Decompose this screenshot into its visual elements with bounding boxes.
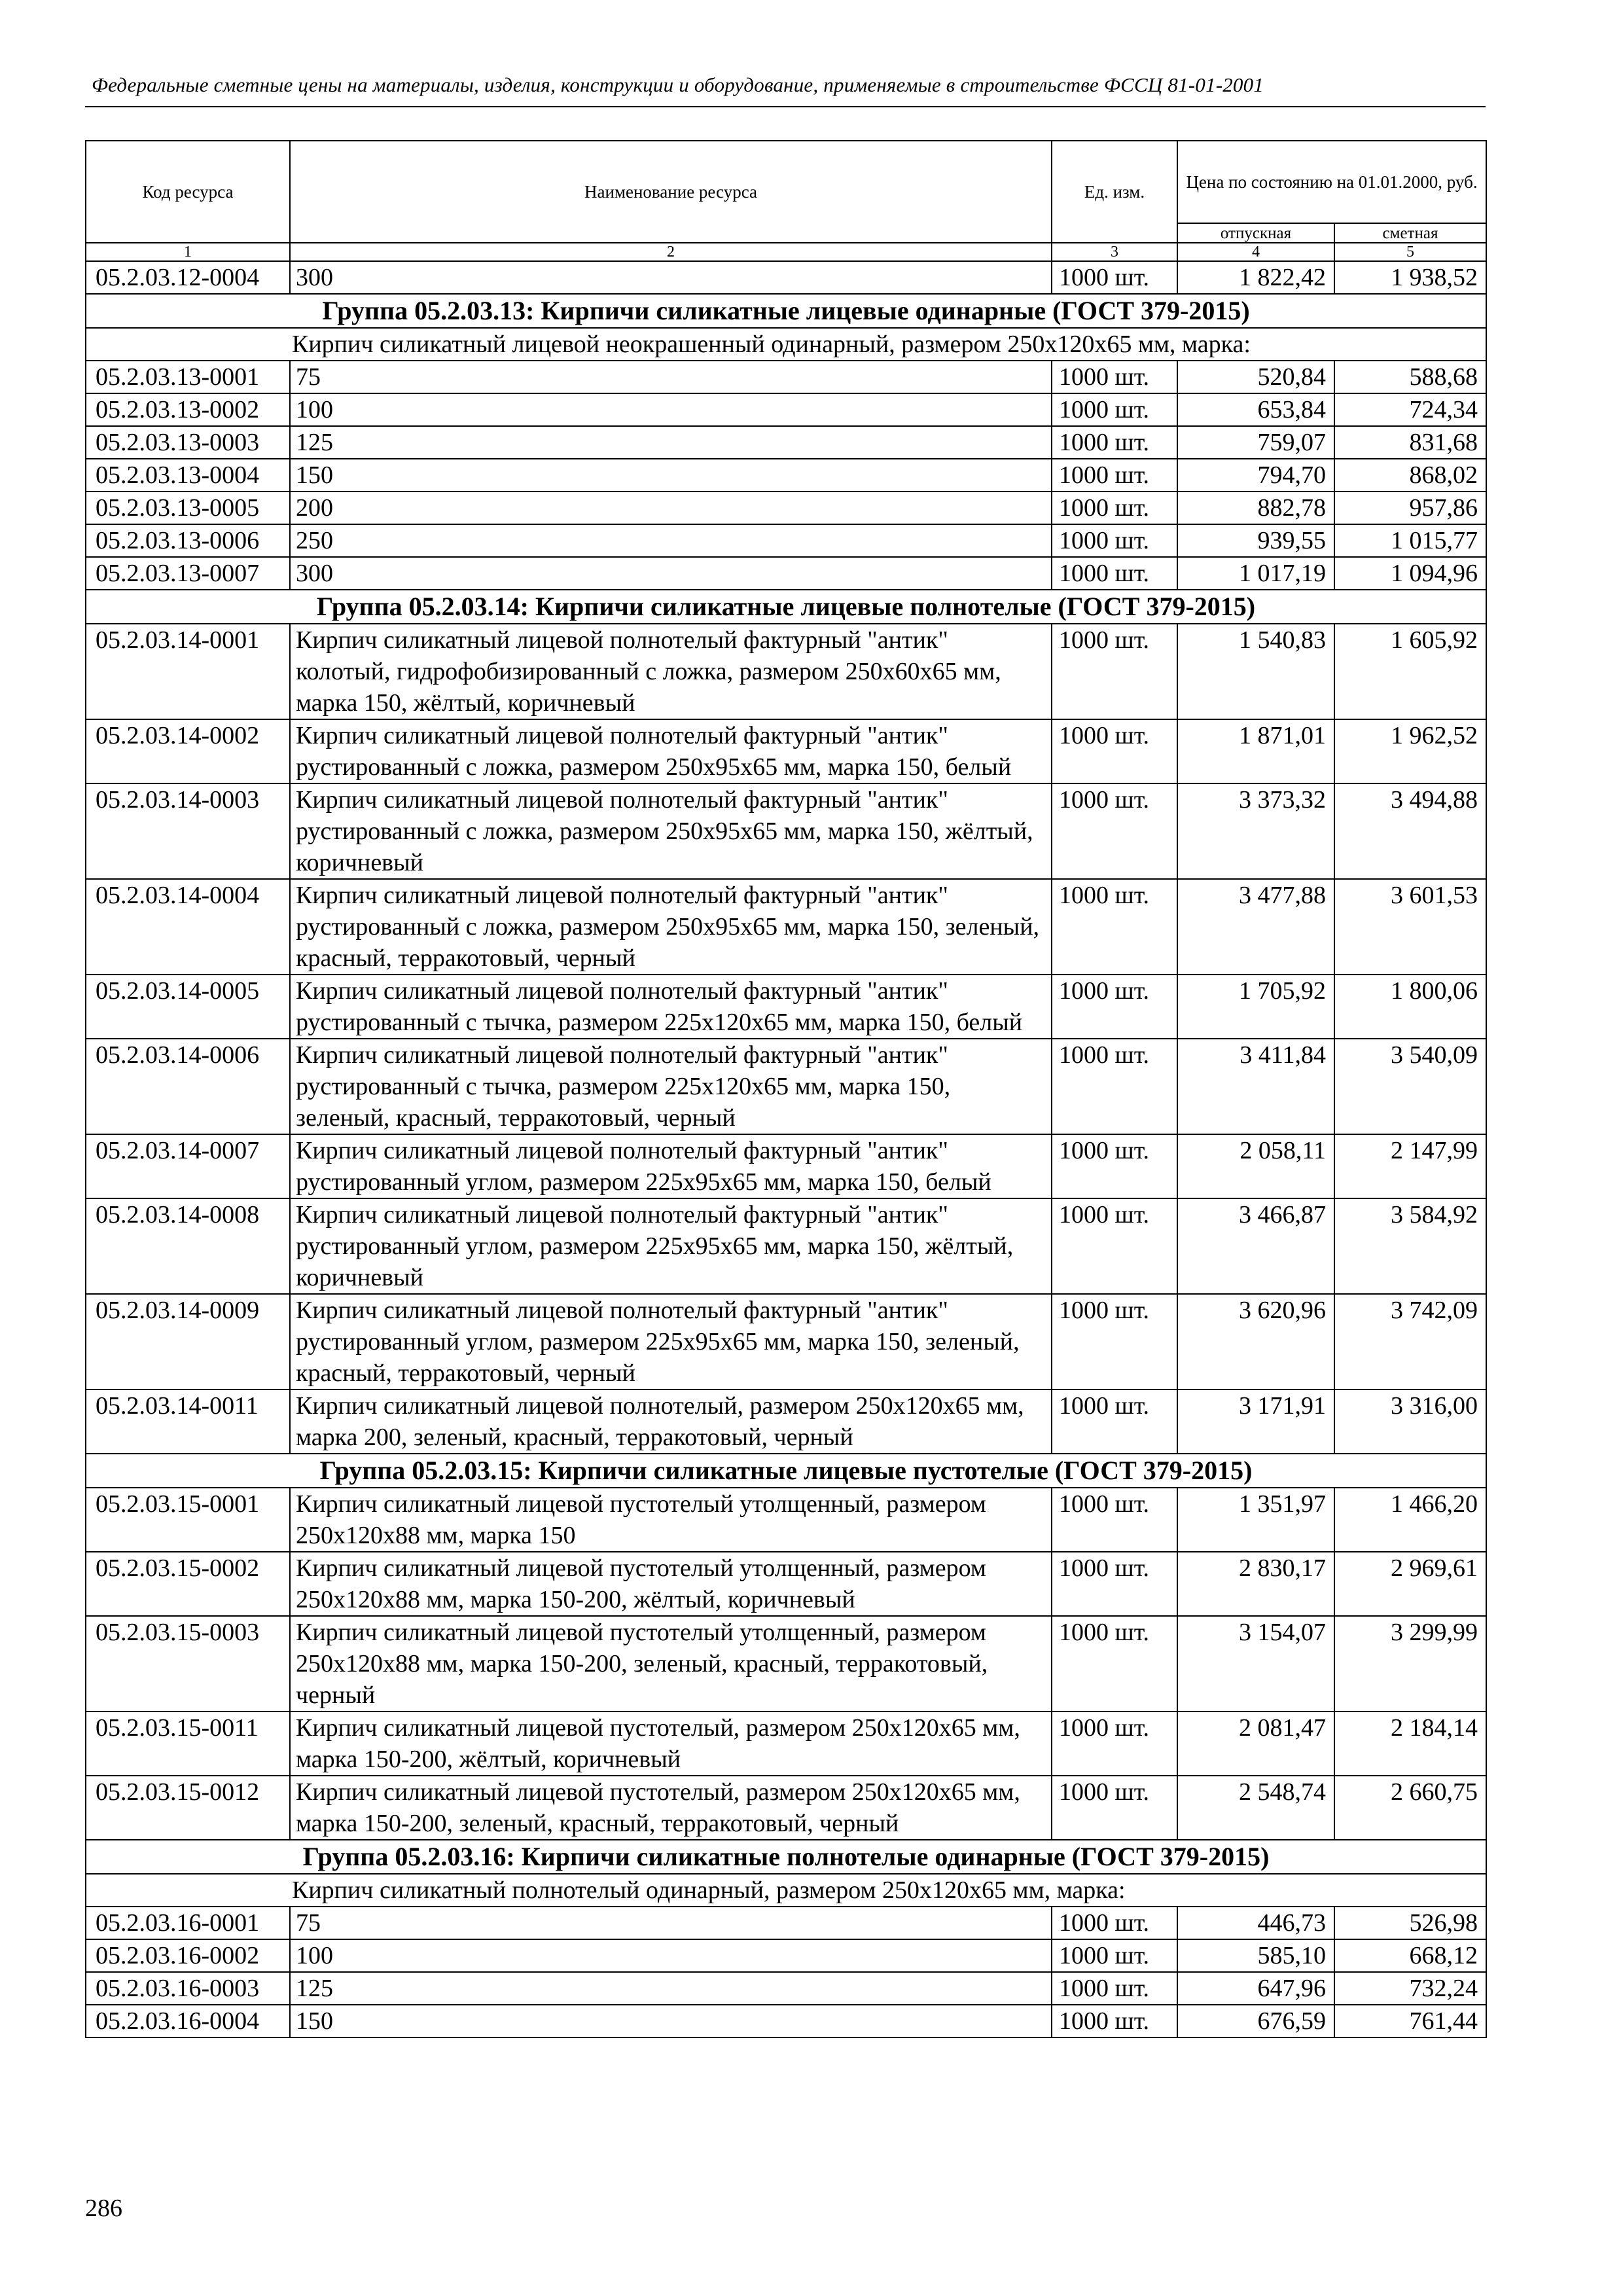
table-row: [86, 1776, 1486, 1840]
resource-name: 125: [290, 426, 1052, 459]
resource-code: 05.2.03.14-0011: [86, 1390, 290, 1454]
resource-name: Кирпич силикатный лицевой полнотелый фактурный "антик" рустированный углом, размером 225х95х65 мм, марка 150, зеленый, красный, терракотовый, черный: [290, 1294, 1052, 1390]
table-row: [86, 1198, 1486, 1294]
resource-name: 75: [290, 361, 1052, 393]
column-number: 1: [86, 243, 290, 261]
estimate-price: 1 015,77: [1334, 524, 1486, 557]
table-row: [86, 1907, 1486, 1939]
column-number-row: [86, 243, 1486, 261]
unit-of-measure: 1000 шт.: [1052, 975, 1177, 1039]
resource-code: 05.2.03.12-0004: [86, 261, 290, 294]
estimate-price: 3 494,88: [1334, 783, 1486, 879]
estimate-price: 724,34: [1334, 393, 1486, 426]
resource-code: 05.2.03.16-0002: [86, 1939, 290, 1972]
unit-of-measure: 1000 шт.: [1052, 492, 1177, 524]
resource-name: Кирпич силикатный лицевой пустотелый, размером 250х120х65 мм, марка 150-200, жёлтый, коричневый: [290, 1712, 1052, 1776]
resource-name: Кирпич силикатный лицевой полнотелый, размером 250х120х65 мм, марка 200, зеленый, красный, терракотовый, черный: [290, 1390, 1052, 1454]
group-heading: Группа 05.2.03.15: Кирпичи силикатные лицевые пустотелые (ГОСТ 379-2015): [86, 1454, 1486, 1488]
column-header-code: Код ресурса: [86, 141, 290, 243]
release-price: 3 171,91: [1177, 1390, 1334, 1454]
unit-of-measure: 1000 шт.: [1052, 361, 1177, 393]
release-price: 2 058,11: [1177, 1134, 1334, 1198]
table-row: [86, 879, 1486, 975]
table-row: [86, 1939, 1486, 1972]
unit-of-measure: 1000 шт.: [1052, 1712, 1177, 1776]
estimate-price: 1 605,92: [1334, 624, 1486, 719]
table-row: [86, 261, 1486, 294]
column-number: 4: [1177, 243, 1334, 261]
resource-code: 05.2.03.14-0007: [86, 1134, 290, 1198]
release-price: 2 548,74: [1177, 1776, 1334, 1840]
estimate-price: 1 466,20: [1334, 1488, 1486, 1552]
unit-of-measure: 1000 шт.: [1052, 624, 1177, 719]
resource-code: 05.2.03.14-0009: [86, 1294, 290, 1390]
page-number: 286: [85, 2195, 122, 2222]
resource-name: Кирпич силикатный лицевой полнотелый фактурный "антик" рустированный углом, размером 225х95х65 мм, марка 150, белый: [290, 1134, 1052, 1198]
resource-name: Кирпич силикатный лицевой полнотелый фактурный "антик" рустированный с ложка, размером 250х95х65 мм, марка 150, жёлтый, коричневый: [290, 783, 1052, 879]
estimate-price: 2 184,14: [1334, 1712, 1486, 1776]
subheading-cell: [86, 1874, 1486, 1907]
estimate-price: 1 094,96: [1334, 557, 1486, 590]
release-price: 446,73: [1177, 1907, 1334, 1939]
table-row: [86, 1712, 1486, 1776]
estimate-price: 2 147,99: [1334, 1134, 1486, 1198]
resource-code: 05.2.03.14-0002: [86, 719, 290, 783]
column-header-release: отпускная: [1177, 223, 1334, 243]
release-price: 676,59: [1177, 2005, 1334, 2037]
resource-name: Кирпич силикатный лицевой полнотелый фактурный "антик" рустированный с тычка, размером 225х120х65 мм, марка 150, зеленый, красный, терракотовый, черный: [290, 1039, 1052, 1134]
estimate-price: 2 969,61: [1334, 1552, 1486, 1616]
unit-of-measure: 1000 шт.: [1052, 879, 1177, 975]
estimate-price: 761,44: [1334, 2005, 1486, 2037]
release-price: 882,78: [1177, 492, 1334, 524]
unit-of-measure: 1000 шт.: [1052, 1776, 1177, 1840]
group-heading-row: [86, 590, 1486, 624]
column-number: 3: [1052, 243, 1177, 261]
column-header-name: Наименование ресурса: [290, 141, 1052, 243]
subheading-text: Кирпич силикатный полнотелый одинарный, размером 250х120х65 мм, марка:: [292, 1876, 1126, 1904]
resource-name: 150: [290, 2005, 1052, 2037]
estimate-price: 3 299,99: [1334, 1616, 1486, 1712]
subheading-row: [86, 328, 1486, 361]
table-row: [86, 557, 1486, 590]
unit-of-measure: 1000 шт.: [1052, 719, 1177, 783]
release-price: 3 477,88: [1177, 879, 1334, 975]
resource-name: Кирпич силикатный лицевой пустотелый утолщенный, размером 250х120х88 мм, марка 150-200, жёлтый, коричневый: [290, 1552, 1052, 1616]
unit-of-measure: 1000 шт.: [1052, 1616, 1177, 1712]
header-rule: [85, 106, 1486, 107]
resource-name: Кирпич силикатный лицевой полнотелый фактурный "антик" рустированный углом, размером 225х95х65 мм, марка 150, жёлтый, коричневый: [290, 1198, 1052, 1294]
resource-code: 05.2.03.13-0005: [86, 492, 290, 524]
unit-of-measure: 1000 шт.: [1052, 1294, 1177, 1390]
resource-name: 100: [290, 1939, 1052, 1972]
table-row: [86, 783, 1486, 879]
release-price: 1 705,92: [1177, 975, 1334, 1039]
resource-name: Кирпич силикатный лицевой пустотелый утолщенный, размером 250х120х88 мм, марка 150: [290, 1488, 1052, 1552]
estimate-price: 1 800,06: [1334, 975, 1486, 1039]
table-row: [86, 624, 1486, 719]
table-row: [86, 1134, 1486, 1198]
release-price: 3 154,07: [1177, 1616, 1334, 1712]
release-price: 939,55: [1177, 524, 1334, 557]
table-row: [86, 492, 1486, 524]
unit-of-measure: 1000 шт.: [1052, 1552, 1177, 1616]
unit-of-measure: 1000 шт.: [1052, 393, 1177, 426]
release-price: 1 871,01: [1177, 719, 1334, 783]
estimate-price: 2 660,75: [1334, 1776, 1486, 1840]
column-number: 5: [1334, 243, 1486, 261]
subheading-text: Кирпич силикатный лицевой неокрашенный одинарный, размером 250х120х65 мм, марка:: [292, 331, 1251, 358]
subheading-cell: [86, 328, 1486, 361]
resource-name: 100: [290, 393, 1052, 426]
release-price: 1 540,83: [1177, 624, 1334, 719]
price-table: [85, 140, 1487, 2038]
release-price: 3 466,87: [1177, 1198, 1334, 1294]
estimate-price: 3 584,92: [1334, 1198, 1486, 1294]
column-header-unit: Ед. изм.: [1052, 141, 1177, 243]
table-row: [86, 1294, 1486, 1390]
resource-name: Кирпич силикатный лицевой пустотелый, размером 250х120х65 мм, марка 150-200, зеленый, красный, терракотовый, черный: [290, 1776, 1052, 1840]
release-price: 647,96: [1177, 1972, 1334, 2005]
resource-name: Кирпич силикатный лицевой пустотелый утолщенный, размером 250х120х88 мм, марка 150-200, зеленый, красный, терракотовый, черный: [290, 1616, 1052, 1712]
unit-of-measure: 1000 шт.: [1052, 1972, 1177, 2005]
resource-name: Кирпич силикатный лицевой полнотелый фактурный "антик" рустированный с тычка, размером 225х120х65 мм, марка 150, белый: [290, 975, 1052, 1039]
resource-code: 05.2.03.13-0003: [86, 426, 290, 459]
table-body: [86, 261, 1486, 2037]
table-row: [86, 1039, 1486, 1134]
release-price: 653,84: [1177, 393, 1334, 426]
estimate-price: 526,98: [1334, 1907, 1486, 1939]
table-row: [86, 1390, 1486, 1454]
release-price: 3 373,32: [1177, 783, 1334, 879]
estimate-price: 3 540,09: [1334, 1039, 1486, 1134]
unit-of-measure: 1000 шт.: [1052, 261, 1177, 294]
table-row: [86, 1616, 1486, 1712]
release-price: 3 620,96: [1177, 1294, 1334, 1390]
estimate-price: 957,86: [1334, 492, 1486, 524]
release-price: 794,70: [1177, 459, 1334, 492]
unit-of-measure: 1000 шт.: [1052, 524, 1177, 557]
resource-name: Кирпич силикатный лицевой полнотелый фактурный "антик" колотый, гидрофобизированный с ложка, размером 250х60х65 мм, марка 150, жёлтый, коричневый: [290, 624, 1052, 719]
table-row: [86, 426, 1486, 459]
resource-code: 05.2.03.14-0003: [86, 783, 290, 879]
resource-name: 200: [290, 492, 1052, 524]
resource-name: Кирпич силикатный лицевой полнотелый фактурный "антик" рустированный с ложка, размером 250х95х65 мм, марка 150, белый: [290, 719, 1052, 783]
estimate-price: 732,24: [1334, 1972, 1486, 2005]
unit-of-measure: 1000 шт.: [1052, 1907, 1177, 1939]
estimate-price: 1 962,52: [1334, 719, 1486, 783]
release-price: 585,10: [1177, 1939, 1334, 1972]
resource-name: 300: [290, 557, 1052, 590]
release-price: 1 351,97: [1177, 1488, 1334, 1552]
estimate-price: 3 742,09: [1334, 1294, 1486, 1390]
estimate-price: 831,68: [1334, 426, 1486, 459]
estimate-price: 3 601,53: [1334, 879, 1486, 975]
unit-of-measure: 1000 шт.: [1052, 1198, 1177, 1294]
resource-code: 05.2.03.14-0004: [86, 879, 290, 975]
table-row: [86, 459, 1486, 492]
group-heading-row: [86, 1454, 1486, 1488]
resource-code: 05.2.03.16-0003: [86, 1972, 290, 2005]
release-price: 1 822,42: [1177, 261, 1334, 294]
resource-code: 05.2.03.16-0004: [86, 2005, 290, 2037]
resource-code: 05.2.03.15-0011: [86, 1712, 290, 1776]
table-row: [86, 975, 1486, 1039]
subheading-row: [86, 1874, 1486, 1907]
running-header: Федеральные сметные цены на материалы, изделия, конструкции и оборудование, применяемые в строительстве ФССЦ 81-01-2001: [92, 73, 1264, 96]
table-row: [86, 1552, 1486, 1616]
resource-name: 250: [290, 524, 1052, 557]
table-row: [86, 1488, 1486, 1552]
unit-of-measure: 1000 шт.: [1052, 783, 1177, 879]
resource-code: 05.2.03.15-0012: [86, 1776, 290, 1840]
resource-code: 05.2.03.14-0008: [86, 1198, 290, 1294]
table-row: [86, 524, 1486, 557]
estimate-price: 868,02: [1334, 459, 1486, 492]
table-row: [86, 719, 1486, 783]
unit-of-measure: 1000 шт.: [1052, 1488, 1177, 1552]
resource-code: 05.2.03.13-0004: [86, 459, 290, 492]
resource-code: 05.2.03.13-0007: [86, 557, 290, 590]
estimate-price: 668,12: [1334, 1939, 1486, 1972]
release-price: 520,84: [1177, 361, 1334, 393]
unit-of-measure: 1000 шт.: [1052, 557, 1177, 590]
resource-name: 150: [290, 459, 1052, 492]
column-header-price: Цена по состоянию на 01.01.2000, руб.: [1177, 141, 1486, 223]
unit-of-measure: 1000 шт.: [1052, 1134, 1177, 1198]
unit-of-measure: 1000 шт.: [1052, 2005, 1177, 2037]
resource-code: 05.2.03.13-0006: [86, 524, 290, 557]
resource-name: 300: [290, 261, 1052, 294]
release-price: 1 017,19: [1177, 557, 1334, 590]
release-price: 759,07: [1177, 426, 1334, 459]
unit-of-measure: 1000 шт.: [1052, 1939, 1177, 1972]
group-heading-row: [86, 1840, 1486, 1874]
unit-of-measure: 1000 шт.: [1052, 426, 1177, 459]
table-row: [86, 361, 1486, 393]
unit-of-measure: 1000 шт.: [1052, 459, 1177, 492]
resource-name: 125: [290, 1972, 1052, 2005]
release-price: 2 830,17: [1177, 1552, 1334, 1616]
resource-code: 05.2.03.16-0001: [86, 1907, 290, 1939]
release-price: 3 411,84: [1177, 1039, 1334, 1134]
column-header-estimate: сметная: [1334, 223, 1486, 243]
resource-code: 05.2.03.13-0002: [86, 393, 290, 426]
release-price: 2 081,47: [1177, 1712, 1334, 1776]
group-heading-row: [86, 294, 1486, 328]
resource-code: 05.2.03.15-0001: [86, 1488, 290, 1552]
estimate-price: 1 938,52: [1334, 261, 1486, 294]
unit-of-measure: 1000 шт.: [1052, 1390, 1177, 1454]
resource-name: Кирпич силикатный лицевой полнотелый фактурный "антик" рустированный с ложка, размером 250х95х65 мм, марка 150, зеленый, красный, терракотовый, черный: [290, 879, 1052, 975]
group-heading: Группа 05.2.03.14: Кирпичи силикатные лицевые полнотелые (ГОСТ 379-2015): [86, 590, 1486, 624]
resource-code: 05.2.03.14-0006: [86, 1039, 290, 1134]
group-heading: Группа 05.2.03.13: Кирпичи силикатные лицевые одинарные (ГОСТ 379-2015): [86, 294, 1486, 328]
table-row: [86, 1972, 1486, 2005]
resource-name: 75: [290, 1907, 1052, 1939]
resource-code: 05.2.03.15-0002: [86, 1552, 290, 1616]
table-row: [86, 393, 1486, 426]
table-row: [86, 2005, 1486, 2037]
resource-code: 05.2.03.14-0001: [86, 624, 290, 719]
resource-code: 05.2.03.14-0005: [86, 975, 290, 1039]
estimate-price: 3 316,00: [1334, 1390, 1486, 1454]
column-number: 2: [290, 243, 1052, 261]
group-heading: Группа 05.2.03.16: Кирпичи силикатные полнотелые одинарные (ГОСТ 379-2015): [86, 1840, 1486, 1874]
unit-of-measure: 1000 шт.: [1052, 1039, 1177, 1134]
estimate-price: 588,68: [1334, 361, 1486, 393]
resource-code: 05.2.03.15-0003: [86, 1616, 290, 1712]
resource-code: 05.2.03.13-0001: [86, 361, 290, 393]
